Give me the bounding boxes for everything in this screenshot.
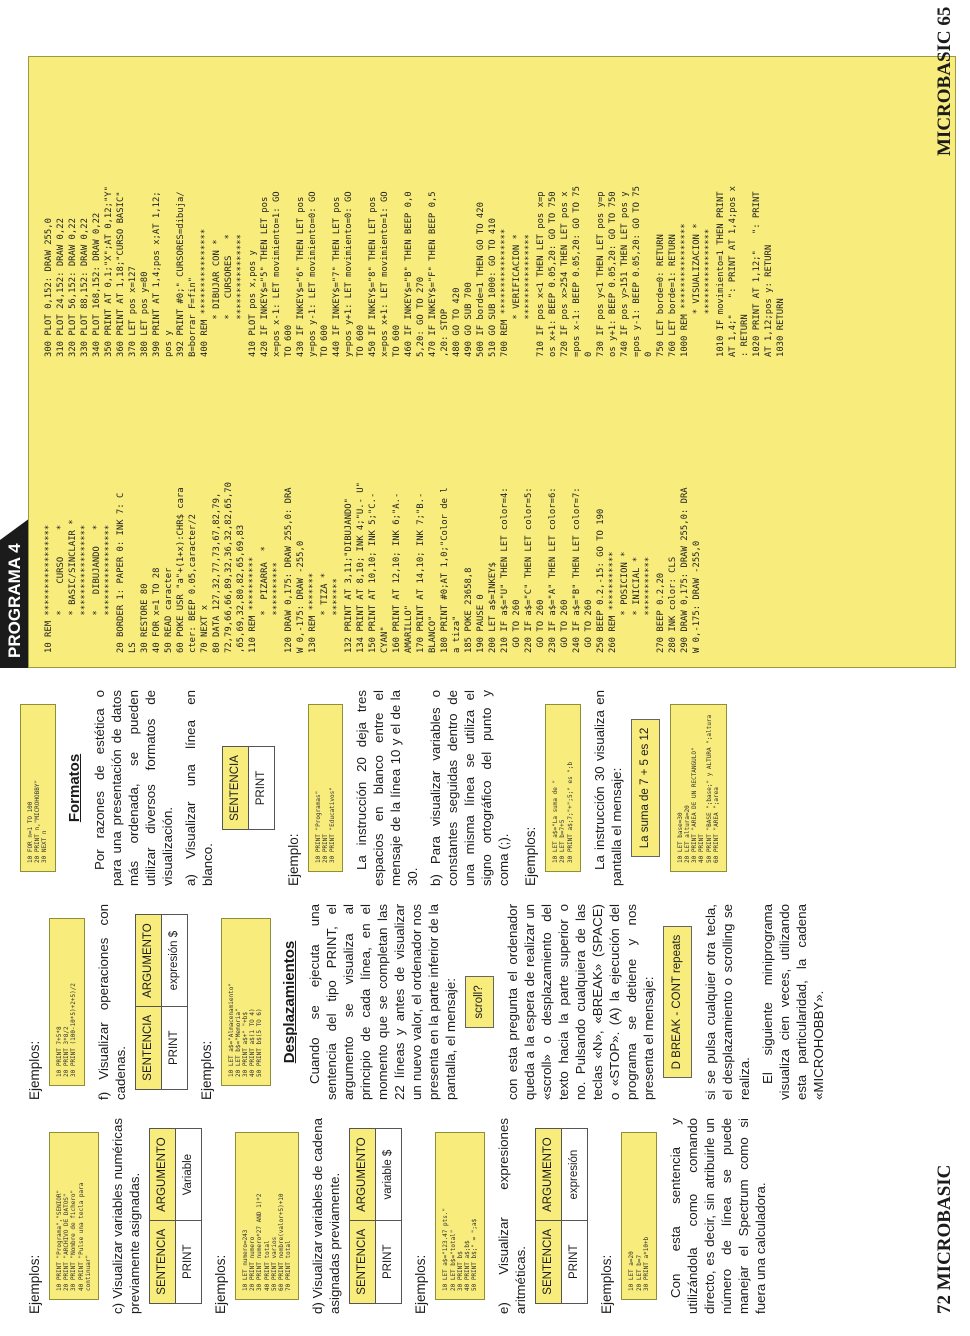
paragraph: El siguiente miniprograma visualiza cien veces, utilizando esta particularidad, la cadena «MICROHOBBY». <box>759 904 826 1100</box>
screen-message: D BREAK - CONT repeats <box>663 926 692 1079</box>
table-cell: variable $ <box>376 1129 402 1221</box>
table-header: ARGUMENTO <box>150 1129 176 1221</box>
table-cell: expresión <box>562 1129 588 1221</box>
examples-label: Ejemplos: <box>27 1040 42 1100</box>
paragraph: Con esta sentencia y utilizándola como comando directo, es decir, sin atribuirle un número de línea se puede manejar el Spectrum como si fuera una calculadora. <box>668 1118 769 1314</box>
table-header: SENTENCIA <box>222 747 248 830</box>
item-b-text: b) Para visualizar variables o constantes seguidas dentro de una misma línea se utiliza el signo ortográfico del punto y coma (;). <box>428 690 512 886</box>
code-example: 10 FOR n=1 TO 100 20 PRINT n,"MICROHOBBY" 30 NEXT n <box>20 704 56 872</box>
table-cell: PRINT <box>176 1220 202 1303</box>
program-listing-part-2: 300 PLOT 0,152: DRAW 255,0 310 PLOT 24,152: DRAW 0,22 320 PLOT 56,152: DRAW 0,22 330 PLOT 88,152: DRAW 0,22 340 PLOT 168,152: DRAW 0,22 350 PRINT AT 0,1;"X";AT 0,12;"Y" 360 PRINT AT 1,18;"CURSO BASIC" 370 LET pos x=127 380 LET pos y=80 390 PRINT AT 1,4;pos x;AT 1,12; pos y 392 PRINT #0;" CURSORES=dibuja/ B=borrar F=fin" 400 REM **************** * DIBUJAR CON * * CURSORES * **************** 410 PLOT pos x,pos y 420 IF INKEY$="5" THEN LET pos x=pos x-1: LET movimiento=1: GO TO 600 430 IF INKEY$="6" THEN LET pos y=pos y-1: LET movimiento=0: GO TO 600 440 IF INKEY$="7" THEN LET pos y=pos y+1: LET movimiento=0: GO TO 600 450 IF INKEY$="8" THEN LET pos x=pos x+1: LET movimiento=1: GO TO 600 460 IF INKEY$="B" THEN BEEP 0,0 5,20: GO TO 270 470 IF INKEY$="F" THEN BEEP 0,5 ,20: STOP 480 GO TO 420 490 GO SUB 700 500 IF borde=1 THEN GO TO 420 510 GO SUB 1000: GO TO 410 700 REM **************** * VERIFICACION * **************** 710 IF pos x<1 THEN LET pos x=p os x+1: BEEP 0.05,20: GO TO 750 720 IF pos x>254 THEN LET pos x =pos x-1: BEEP 0.05,20: GO TO 75 0 730 IF pos y<1 THEN LET pos y=p os y+1: BEEP 0.05,20: GO TO 750 740 IF pos y>151 THEN LET pos y =pos y-1: BEEP 0.05,20: GO TO 75 0 750 LET borde=0: RETURN 760 LET borde=1: RETURN 1000 REM **************** * VISUALIZACION * **************** 1010 IF movimiento=1 THEN PRINT AT 1,4;" ": PRINT AT 1,4;pos x : RETURN 1020 PRINT AT 1,12;" ": PRINT AT 1,12;pos y: RETURN 1030 RETURN <box>44 186 786 357</box>
code-example: 10 LET a$="123.47 pts." 20 LET b$="total" 30 PRINT b$ 40 PRINT a$;b$ 50 PRINT b$;" = ";a$ <box>435 1132 485 1300</box>
examples-label: Ejemplos: <box>27 1254 42 1314</box>
screen-message: La suma de 7 + 5 es 12 <box>631 719 660 858</box>
examples-label: Ejemplos: <box>413 1254 429 1314</box>
item-c-text: c) Visualizar variables numéricas previamente asignadas. <box>110 1118 143 1314</box>
table-header: SENTENCIA <box>536 1220 562 1303</box>
table-header: SENTENCIA <box>350 1220 376 1303</box>
item-e-text: e) Visualizar expresiones aritméticas. <box>496 1118 529 1314</box>
syntax-table <box>349 1128 402 1303</box>
table-cell: PRINT <box>161 1006 187 1089</box>
code-example: 10 PRINT "Programa","SENIOR" 20 PRINT "ARCHIVO DE DATOS" 30 PRINT "Nombre de fichero" 40 PRINT "Pulse una tecla para continuar" <box>49 1132 99 1300</box>
examples-label: Ejemplos: <box>523 826 539 886</box>
program-listing-part-1: 10 REM ***************** * CURSO * * BASIC/SINCLAIR * ***************** * DIBUJANDO * ***************** 20 BORDER 1: PAPER 0: INK 7: C LS 30 RESTORE 80 40 FOR x=1 TO 28 50 READ caracter 60 POKE USR "a"+(1+x):CHR$ cara cter: BEEP 0.05,caracter/2 70 NEXT x 80 DATA 127,32,77,73,67,82,79, 72,79,66,66,89,32,36,32,82,65,70 ,65,69,32,80,82,65,69,83 110 REM ********** * PIZARRA * ********** 120 DRAW 0,175: DRAW 255,0: DRA W 0,-175: DRAW -255,0 130 REM ******* * TIZA * ******* 132 PRINT AT 3,11;"DIBUJANDO" 134 PRINT AT 8,10; INK 4;"U.- U" 150 PRINT AT 10,10; INK 5;"C.- CYAN" 160 PRINT AT 12,10; INK 6;"A.- AMARILLO" 170 PRINT AT 14,10; INK 7;"B.- BLANCO" 180 PRINT #0;AT 1,0;"Color de l a tiza" 185 POKE 23658,8 190 PAUSE 0 200 LET a$=INKEY$ 210 IF a$="U" THEN LET color=4: GO TO 260 220 IF a$="C" THEN LET color=5: GO TO 260 230 IF a$="A" THEN LET color=6: GO TO 260 240 IF a$="B" THEN LET color=7: GO TO 260 250 BEEP 0.2,-15: GO TO 190 260 REM *********** * POSICION * * INICIAL * *********** 270 BEEP 0.2,20 280 INK color: CLS 290 DRAW 0,175: DRAW 255,0: DRA W 0,-175: DRAW -255,0 <box>44 482 702 653</box>
section-heading: Desplazamientos <box>280 940 298 1064</box>
paragraph: Cuando se ejecuta una sentencia del tipo PRINT, el argumento se visualiza al principio de cada línea, en el momento que se completan las 22 líneas y antes de visualizar un nuevo valor, el ordenador nos presenta en la parte inferior de la pantalla, el mensaje: <box>306 904 458 1100</box>
item-a-text: a) Visualizar una línea en blanco. <box>182 690 215 886</box>
code-example: 10 LET numero=243 20 PRINT numero 30 PRINT numero*27 AND 1)*2 40 PRINT total 50 PRINT varios 60 PRINT nombre(valor+5)+10 70 PRINT total <box>235 1132 299 1300</box>
examples-label: Ejemplos: <box>599 1254 615 1314</box>
table-cell: Variable <box>176 1129 202 1221</box>
paragraph: si se pulsa cualquier otra tecla, el desplazamiento o scrolling se realiza. <box>702 904 752 1100</box>
section-heading: Formatos <box>65 753 83 823</box>
left-column-3 <box>16 690 737 886</box>
table-header: ARGUMENTO <box>536 1129 562 1221</box>
syntax-table <box>135 914 188 1089</box>
code-example: 10 LET a=20 20 LET b=7 30 PRINT a*10+b <box>621 1132 657 1300</box>
syntax-table <box>535 1128 588 1303</box>
code-example: 10 PRINT "Programas" 20 PRINT 30 PRINT "Educativos" <box>308 704 344 872</box>
table-cell: PRINT <box>248 747 274 830</box>
examples-label: Ejemplos: <box>213 1254 229 1314</box>
table-cell: expresión $ <box>161 915 187 1007</box>
table-header: ARGUMENTO <box>350 1129 376 1221</box>
item-d-text: d) Visualizar variables de cadena asignadas previamente. <box>310 1118 343 1314</box>
program-tab: PROGRAMA 4 <box>0 540 30 668</box>
paragraph: con esta pregunta el ordenador queda a la espera de realizar un «scroll» o desplazamiento del texto hacia la parte superior o no. Pulsando cualquiera de las teclas «N», «BREAK» (SPACE) o «STOP». (A) la ejecución del programa se detiene y nos presenta el mensaje: <box>504 904 656 1100</box>
table-header: SENTENCIA <box>135 1006 161 1089</box>
screen-message: scroll? <box>465 976 494 1027</box>
paragraph: La instrucción 30 visualiza en pantalla el mensaje: <box>591 690 624 886</box>
code-example: 10 LET a$="Almacenamiento" 20 LET b$="Memoria" 30 PRINT a$+" "+b$ 40 PRINT a$(1 TO 4) 50 PRINT b$(5 TO 6) <box>221 918 271 1086</box>
syntax-table <box>222 746 275 830</box>
program-listing-panel <box>28 56 956 668</box>
code-example: 10 PRINT 7+5*8 20 PRINT 3*8/2 30 PRINT (100-10*5)+2+5)/2 <box>49 918 85 1086</box>
table-header: SENTENCIA <box>150 1220 176 1303</box>
table-cell: PRINT <box>562 1220 588 1303</box>
table-header: ARGUMENTO <box>135 915 161 1007</box>
syntax-table <box>149 1128 202 1303</box>
paragraph: Por razones de estética o para una presentación de datos más ordenada, se pueden utilizar diversos formatos de visualización. <box>91 690 175 886</box>
left-page-folio: 72 MICROBASIC <box>934 1164 955 1314</box>
item-f-text: f) Visualizar operaciones con cadenas. <box>95 904 128 1100</box>
table-cell: PRINT <box>376 1220 402 1303</box>
code-example: 10 LET base=30 20 LET altura=20 30 PRINT "AREA DE UN RECTANGULO" 40 PRINT 50 PRINT "BASE ";base;" y ALTURA ";altura 60 PRINT "AREA ";area <box>670 704 727 872</box>
code-example: 10 LET a$="La suma de " 20 LET b=7+5 30 PRINT a$;7;"+";5;" es ";b <box>545 704 581 872</box>
left-column-2 <box>16 904 833 1100</box>
example-label: Ejemplo: <box>285 833 301 886</box>
paragraph: La instrucción 20 deja tres espacios en blanco entre el mensaje de la línea 10 y el de la 30. <box>354 690 421 886</box>
examples-label: Ejemplos: <box>198 1040 214 1100</box>
right-page-folio: MICROBASIC 65 <box>934 6 955 156</box>
left-column-1 <box>16 1118 775 1314</box>
